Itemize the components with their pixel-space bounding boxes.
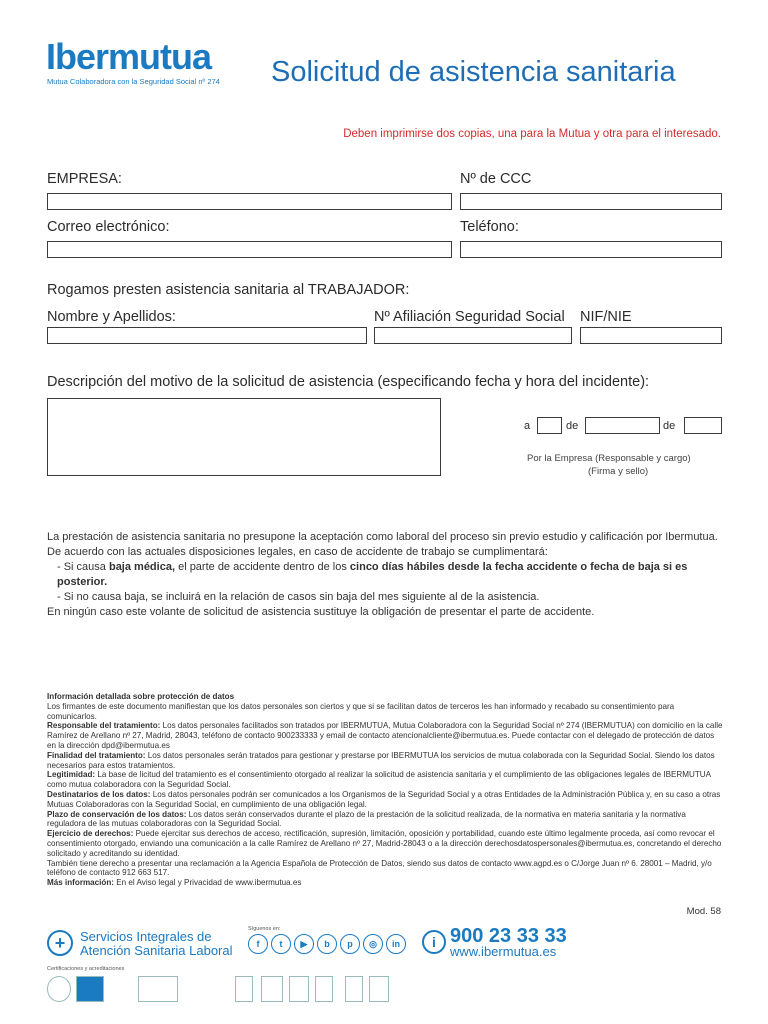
legal-intro: Los firmantes de este documento manifiestan que los datos personales son ciertos y que si se facilitan datos de terceros les han informado y recabado su consentimiento para comunicarlos. bbox=[47, 701, 675, 721]
nif-field[interactable] bbox=[580, 327, 722, 344]
email-field[interactable] bbox=[47, 241, 452, 258]
imq-seal-icon bbox=[138, 976, 178, 1002]
cert-seal-2-icon bbox=[261, 976, 283, 1002]
conditions-p3: En ningún caso este volante de solicitud de asistencia sustituye la obligación de presentar el parte de accidente. bbox=[47, 606, 595, 618]
aenor-seal-icon bbox=[47, 976, 71, 1002]
conditions-p2: De acuerdo con las actuales disposiciones legales, en caso de accidente de trabajo se cumplimentará: bbox=[47, 546, 548, 558]
firma-label-2: (Firma y sello) bbox=[588, 466, 649, 477]
cert-seal-1-icon bbox=[235, 976, 253, 1002]
date-a-label: a bbox=[524, 420, 531, 432]
logo: Ibermutua bbox=[46, 36, 212, 77]
legal-finalidad: Finalidad del tratamiento: Los datos personales serán tratados para gestionar y prestarse por IBERMUTUA los servicios de mutua colaborada con la Seguridad Social. Siendo los datos necesarios para estos tratamientos. bbox=[47, 750, 715, 770]
legal-heading: Información detallada sobre protección de datos bbox=[47, 692, 235, 701]
nombre-field[interactable] bbox=[47, 327, 367, 344]
empresa-saludable-icon bbox=[181, 976, 223, 1002]
data-protection-info bbox=[47, 692, 723, 888]
iso-list-icon bbox=[108, 976, 134, 1002]
conditions-bullet-2: - Si no causa baja, se incluirá en la relación de casos sin baja del mes siguiente al de la asistencia. bbox=[57, 591, 540, 603]
date-year-field[interactable] bbox=[684, 417, 722, 434]
firma-label-1: Por la Empresa (Responsable y cargo) bbox=[527, 453, 691, 464]
cert-seal-6-icon bbox=[369, 976, 389, 1002]
cert-seal-3-icon bbox=[289, 976, 309, 1002]
legal-responsable: Responsable del tratamiento: Los datos personales facilitados son tratados por IBERMUTUA, Mutua Colaboradora con la Seguridad Social nº 274 (IBERMUTUA) con domicilio en la calle Ramírez de Arellano nº 27, Madrid, 28043, teléfono de contacto 900233333 y email de contacto atencionalcliente@ibermutua.es. Puede contactar con el delegado de protección de datos en la dirección dpd@ibermutua.es bbox=[47, 721, 723, 750]
nombre-label: Nombre y Apellidos: bbox=[47, 309, 176, 325]
nif-label: NIF/NIE bbox=[580, 309, 632, 325]
instagram-icon[interactable]: ◎ bbox=[363, 934, 383, 954]
email-label: Correo electrónico: bbox=[47, 219, 170, 235]
empresa-label: EMPRESA: bbox=[47, 171, 122, 187]
cert-seal-4-icon bbox=[315, 976, 333, 1002]
print-notice: Deben imprimirse dos copias, una para la Mutua y otra para el interesado. bbox=[343, 128, 721, 140]
legal-reclamacion: También tiene derecho a presentar una reclamación a la Agencia Española de Protección de Datos, siendo sus datos de contacto www.agpd.es o C/Jorge Juan nº 6. 28001 – Madrid, y/o teléfono de contacto 912 663 517. bbox=[47, 858, 712, 878]
date-day-field[interactable] bbox=[537, 417, 562, 434]
info-icon: i bbox=[422, 930, 446, 954]
telefono-label: Teléfono: bbox=[460, 219, 519, 235]
services-title: Servicios Integrales de Atención Sanitaria Laboral bbox=[80, 929, 233, 958]
facebook-icon[interactable]: f bbox=[248, 934, 268, 954]
conditions-bullet-1: - Si causa baja médica, el parte de accidente dentro de los cinco días hábiles desde la fecha accidente o fecha de baja si es posterior. bbox=[57, 561, 688, 588]
legal-derechos: Ejercicio de derechos: Puede ejercitar sus derechos de acceso, rectificación, supresión, limitación, oposición y portabilidad, cuando este último legalmente proceda, así como revocar el consentimiento otorgado, enviando una comunicación a la calle Ramírez de Arellano nº 27, Madrid-28043 o a la dirección derechosdatospersonales@ibermutua.es, concretando el derecho solicitado y acreditando su identidad. bbox=[47, 829, 722, 858]
page-title: Solicitud de asistencia sanitaria bbox=[271, 56, 676, 88]
ccc-label: Nº de CCC bbox=[460, 171, 532, 187]
social-links bbox=[248, 934, 406, 954]
csq-seal-icon bbox=[76, 976, 104, 1002]
descripcion-field[interactable] bbox=[47, 398, 441, 476]
conditions-text bbox=[47, 530, 727, 620]
date-de-label: de bbox=[566, 420, 579, 432]
website-link[interactable]: www.ibermutua.es bbox=[450, 944, 557, 959]
afiliacion-field[interactable] bbox=[374, 327, 572, 344]
date-de-label-2: de bbox=[663, 420, 676, 432]
pinterest-icon[interactable]: p bbox=[340, 934, 360, 954]
linkedin-icon[interactable]: in bbox=[386, 934, 406, 954]
form-model-number: Mod. 58 bbox=[686, 906, 721, 917]
legal-destinatarios: Destinatarios de los datos: Los datos personales podrán ser comunicados a los Organismos de la Seguridad Social y a otras Entidades de la Administración Pública y, en su caso a otras Mutuas Colaboradoras con la Seguridad Social, en cumplimiento de una obligación legal. bbox=[47, 789, 721, 809]
empresa-field[interactable] bbox=[47, 193, 452, 210]
certifications-label: Certificaciones y acreditaciones bbox=[47, 966, 125, 972]
cert-seal-5-icon bbox=[345, 976, 363, 1002]
ccc-field[interactable] bbox=[460, 193, 722, 210]
youtube-icon[interactable]: ▶ bbox=[294, 934, 314, 954]
telefono-field[interactable] bbox=[460, 241, 722, 258]
blog-icon[interactable]: b bbox=[317, 934, 337, 954]
afiliacion-label: Nº Afiliación Seguridad Social bbox=[374, 309, 565, 325]
rogamos-label: Rogamos presten asistencia sanitaria al TRABAJADOR: bbox=[47, 282, 410, 298]
legal-legitimidad: Legitimidad: La base de licitud del tratamiento es el consentimiento otorgado al realizar la solicitud de asistencia sanitaria y el cumplimiento de las obligaciones legales de IBERMUTUA como mutua colaboradora con la Seguridad Social. bbox=[47, 770, 711, 790]
plus-icon: + bbox=[47, 930, 73, 956]
logo-tagline: Mutua Colaboradora con la Seguridad Social nº 274 bbox=[47, 77, 220, 86]
legal-plazo: Plazo de conservación de los datos: Los datos serán conservados durante el plazo de la prestación de la solicitud realizada, de la normativa en materia sanitaria y la normativa reguladora de las mutuas colaboradoras con la Seguridad Social. bbox=[47, 809, 686, 829]
descripcion-label: Descripción del motivo de la solicitud de asistencia (especificando fecha y hora del incidente): bbox=[47, 374, 650, 390]
date-month-field[interactable] bbox=[585, 417, 660, 434]
legal-mas-info: Más información: En el Aviso legal y Privacidad de www.ibermutua.es bbox=[47, 878, 302, 888]
twitter-icon[interactable]: t bbox=[271, 934, 291, 954]
social-label: Síguenos en: bbox=[248, 926, 281, 932]
conditions-p1: La prestación de asistencia sanitaria no presupone la aceptación como laboral del proceso sin previo estudio y calificación por Ibermutua. bbox=[47, 531, 718, 543]
contact-phone[interactable]: 900 23 33 33 bbox=[450, 925, 567, 947]
